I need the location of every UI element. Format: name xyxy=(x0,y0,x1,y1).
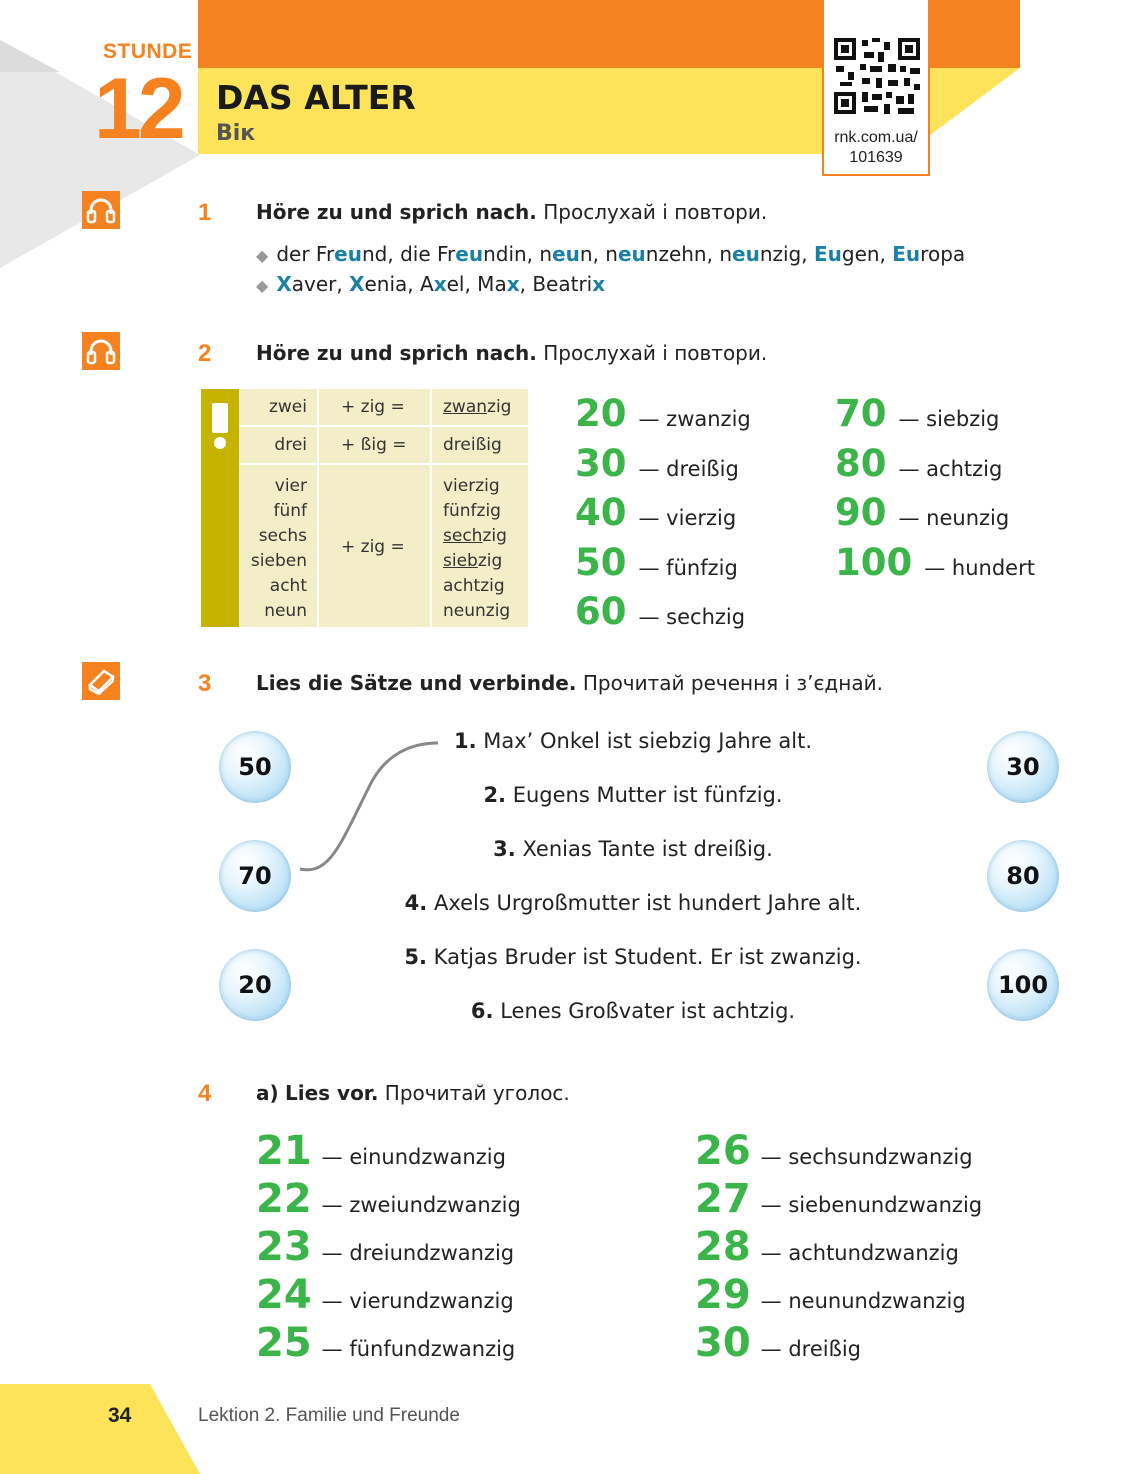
instruction-uk: Прослухай і повтори. xyxy=(543,200,768,224)
number-word: — siebenundzwanzig xyxy=(760,1193,983,1217)
number-word-row xyxy=(695,1176,982,1224)
page-title: DAS ALTER xyxy=(216,78,416,117)
number-word-row xyxy=(835,491,1035,541)
highlighted-letters: eu xyxy=(617,242,646,266)
lesson-number: 12 xyxy=(94,61,182,157)
exercise-1-number: 1 xyxy=(198,199,212,226)
word-text: n, n xyxy=(579,242,618,266)
headphones-icon xyxy=(82,191,120,229)
word-text: der Fr xyxy=(276,242,335,266)
number-word-row xyxy=(575,491,751,541)
rule-result-word: siebzig xyxy=(443,551,503,571)
numeral: 29 xyxy=(695,1272,751,1318)
word-text: nd, die Fr xyxy=(361,242,456,266)
highlighted-letters: Eu xyxy=(813,242,842,266)
word-text: ndin, n xyxy=(483,242,553,266)
word-text: nzig, xyxy=(759,242,814,266)
lesson-label: STUNDE xyxy=(103,40,193,63)
rule-strip xyxy=(201,389,239,627)
rule-base-word: fünf xyxy=(273,501,307,521)
rule-base-word: sechs xyxy=(258,526,307,546)
qr-link-box[interactable] xyxy=(822,0,930,176)
instruction-uk: Прочитай уголос. xyxy=(384,1081,570,1105)
number-word: — neunundzwanzig xyxy=(760,1289,966,1313)
rule-result-word: neunzig xyxy=(443,601,511,621)
number-word: — dreißig xyxy=(760,1337,861,1361)
diamond-bullet-icon: ◆ xyxy=(256,276,269,295)
exercise-4-instruction xyxy=(256,1081,570,1105)
rule-cell-result: zwanzig xyxy=(443,397,512,417)
age-bubble[interactable]: 70 xyxy=(219,840,291,912)
word-text: el, Ma xyxy=(446,272,507,296)
sentence-2[interactable]: 2. Eugens Mutter ist fünfzig. xyxy=(483,783,783,807)
qr-link-line1: rnk.com.ua/ xyxy=(834,129,918,146)
age-bubble[interactable]: 30 xyxy=(987,731,1059,803)
number-word-row xyxy=(256,1224,521,1272)
instruction-de: Lies vor. xyxy=(285,1081,379,1105)
rule-base-word: acht xyxy=(269,576,307,596)
sentence-3[interactable]: 3. Xenias Tante ist dreißig. xyxy=(493,837,773,861)
highlighted-letters: eu xyxy=(552,242,580,266)
exercise-1-instruction xyxy=(256,200,767,224)
numbers-column-left xyxy=(575,392,751,640)
number-word-row xyxy=(695,1320,982,1368)
numeral: 23 xyxy=(256,1224,312,1270)
highlighted-letters: x xyxy=(506,272,520,296)
numeral: 60 xyxy=(575,590,627,634)
number-word-row xyxy=(835,392,1035,442)
number-word-row xyxy=(575,392,751,442)
number-rule-table xyxy=(201,389,528,627)
rule-cell-suffix: + zig = xyxy=(341,397,405,417)
number-word-row xyxy=(256,1320,521,1368)
numeral: 50 xyxy=(575,540,627,584)
number-word: — achtzig xyxy=(898,456,1003,481)
highlighted-letters: X xyxy=(276,272,292,296)
qr-link-line2: 101639 xyxy=(849,149,903,166)
word-text: ropa xyxy=(920,242,966,266)
qr-code-icon xyxy=(834,38,920,114)
highlighted-letters: eu xyxy=(732,242,760,266)
number-word-row xyxy=(695,1128,982,1176)
rule-result-word: fünfzig xyxy=(443,501,501,521)
number-word: — zwanzig xyxy=(638,407,751,431)
ex4-column-left xyxy=(256,1128,521,1368)
numbers-column-right xyxy=(835,392,1035,590)
word-text: gen, xyxy=(841,242,893,266)
numeral: 100 xyxy=(835,540,913,584)
age-bubble[interactable]: 80 xyxy=(987,840,1059,912)
rule-base-word: neun xyxy=(264,601,307,621)
instruction-de: Höre zu und sprich nach. xyxy=(256,341,537,365)
footer-chapter: Lektion 2. Familie und Freunde xyxy=(198,1405,460,1426)
number-word-row xyxy=(575,541,751,591)
numeral: 30 xyxy=(575,441,627,485)
exercise-part: a) xyxy=(256,1081,279,1105)
rule-result-word: sechzig xyxy=(443,526,507,546)
sentence-6[interactable]: 6. Lenes Großvater ist achtzig. xyxy=(470,999,796,1023)
word-text: enia, A xyxy=(364,272,434,296)
number-word-row xyxy=(256,1272,521,1320)
page-number: 34 xyxy=(108,1404,132,1427)
exercise-3-instruction xyxy=(256,671,883,695)
headphones-icon xyxy=(82,332,120,370)
sentence-1[interactable]: 1. Max’ Onkel ist siebzig Jahre alt. xyxy=(453,729,813,753)
highlighted-letters: Eu xyxy=(892,242,921,266)
age-bubble[interactable]: 20 xyxy=(219,949,291,1021)
number-word: — vierzig xyxy=(638,506,737,531)
exercise-3-number: 3 xyxy=(198,670,212,697)
number-word-row xyxy=(695,1272,982,1320)
rule-cell-result: dreißig xyxy=(443,435,502,455)
exercise-2-instruction xyxy=(256,341,767,365)
number-word: — dreiundzwanzig xyxy=(321,1241,515,1265)
rule-cell-results xyxy=(443,474,510,624)
numeral: 27 xyxy=(695,1176,751,1222)
instruction-uk: Прочитай речення і з’єднай. xyxy=(582,671,883,695)
number-word-row xyxy=(835,442,1035,492)
rule-base-word: sieben xyxy=(250,551,307,571)
rule-cell-suffix: + zig = xyxy=(341,537,405,557)
number-word: — zweiundzwanzig xyxy=(321,1193,521,1217)
numeral: 22 xyxy=(256,1176,312,1222)
word-text: , Beatri xyxy=(519,272,593,296)
number-word: — sechsundzwanzig xyxy=(760,1145,973,1169)
numeral: 80 xyxy=(835,441,887,485)
sentence-5[interactable]: 5. Katjas Bruder ist Student. Er ist zwanzig. xyxy=(404,945,862,969)
numeral: 40 xyxy=(575,491,627,535)
number-word: — fünfzig xyxy=(638,555,738,580)
numeral: 28 xyxy=(695,1224,751,1270)
rule-cell-bases xyxy=(251,474,307,624)
numeral: 24 xyxy=(256,1272,312,1318)
highlighted-letters: x xyxy=(592,272,606,296)
exercise-2-number: 2 xyxy=(198,340,212,367)
number-word: — neunzig xyxy=(898,506,1010,531)
book-icon xyxy=(82,662,120,700)
rule-result-word: achtzig xyxy=(443,576,505,596)
word-text: nzehn, n xyxy=(645,242,733,266)
age-bubble[interactable]: 100 xyxy=(987,949,1059,1021)
number-word: — sechzig xyxy=(638,605,746,630)
page-subtitle: Вік xyxy=(216,121,256,146)
numeral: 20 xyxy=(575,392,627,435)
rule-base-word: vier xyxy=(274,476,307,496)
word-text: aver, xyxy=(291,272,350,296)
diamond-bullet-icon: ◆ xyxy=(256,246,269,265)
number-word-row xyxy=(835,541,1035,591)
number-word: — vierundzwanzig xyxy=(321,1289,514,1313)
number-word-row xyxy=(695,1224,982,1272)
instruction-de: Höre zu und sprich nach. xyxy=(256,200,537,224)
numeral: 30 xyxy=(695,1320,751,1366)
exercise-4-number: 4 xyxy=(198,1080,212,1107)
numeral: 25 xyxy=(256,1320,312,1366)
number-word: — siebzig xyxy=(898,407,1000,431)
rule-cell-suffix: + ßig = xyxy=(341,435,407,455)
number-word: — fünfundzwanzig xyxy=(321,1337,516,1361)
highlighted-letters: eu xyxy=(334,242,362,266)
highlighted-letters: x xyxy=(433,272,447,296)
footer-yellow-band xyxy=(0,1384,200,1474)
exercise-1-line-1 xyxy=(256,242,965,266)
exercise-1-line-2 xyxy=(256,272,605,296)
instruction-uk: Прослухай і повтори. xyxy=(543,341,768,365)
numeral: 21 xyxy=(256,1128,312,1174)
number-word-row xyxy=(256,1128,521,1176)
number-word-row xyxy=(575,442,751,492)
number-word: — einundzwanzig xyxy=(321,1145,506,1169)
numeral: 26 xyxy=(695,1128,751,1174)
instruction-de: Lies die Sätze und verbinde. xyxy=(256,671,577,695)
rule-result-word: vierzig xyxy=(443,476,500,496)
numeral: 70 xyxy=(835,392,887,435)
rule-cell-base: zwei xyxy=(268,397,307,417)
number-word-row xyxy=(575,590,751,640)
highlighted-letters: X xyxy=(349,272,365,296)
numeral: 90 xyxy=(835,491,887,535)
number-word-row xyxy=(256,1176,521,1224)
ex4-column-right xyxy=(695,1128,982,1368)
number-word: — achtundzwanzig xyxy=(760,1241,959,1265)
rule-cell-base: drei xyxy=(274,435,307,455)
exclamation-icon xyxy=(211,403,229,449)
highlighted-letters: eu xyxy=(455,242,484,266)
number-word: — hundert xyxy=(924,555,1035,580)
age-bubble[interactable]: 50 xyxy=(219,731,291,803)
number-word: — dreißig xyxy=(638,456,739,481)
sentence-4[interactable]: 4. Axels Urgroßmutter ist hundert Jahre alt. xyxy=(404,891,862,915)
